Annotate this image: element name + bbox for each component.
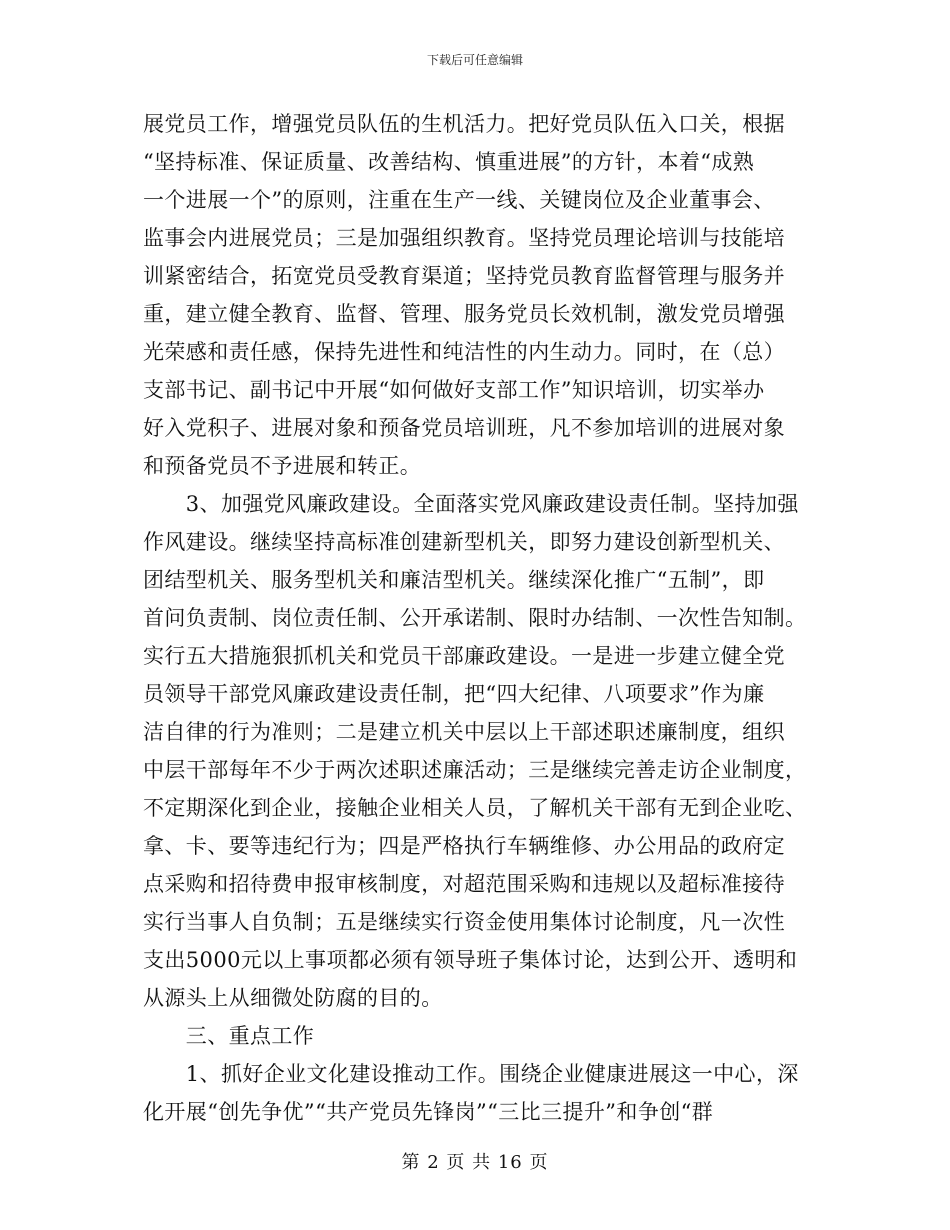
text-line: 一个进展一个”的原则，注重在生产一线、关键岗位及企业董事会、 (143, 188, 775, 212)
text-line: 中层干部每年不少于两次述职述廉活动；三是继续完善走访企业制度， (143, 758, 807, 782)
text-line: 重，建立健全教育、监督、管理、服务党员长效机制，激发党员增强 (143, 302, 785, 326)
text-line: 和预备党员不予进展和转正。 (143, 454, 422, 478)
text-line: 团结型机关、服务型机关和廉洁型机关。继续深化推广“五制”，即 (143, 568, 765, 592)
text-line: 不定期深化到企业，接触企业相关人员，了解机关干部有无到企业吃、 (143, 796, 807, 820)
text-line: 支部书记、副书记中开展“如何做好支部工作”知识培训，切实举办 (143, 378, 765, 402)
text-line: 监事会内进展党员；三是加强组织教育。坚持党员理论培训与技能培 (143, 226, 785, 250)
text-line: 实行当事人自负制；五是继续实行资金使用集体讨论制度，凡一次性 (143, 910, 785, 934)
text-line: 好入党积子、进展对象和预备党员培训班，凡不参加培训的进展对象 (143, 416, 785, 440)
text-line: 展党员工作，增强党员队伍的生机活力。把好党员队伍入口关，根据 (143, 112, 785, 136)
text-line: 点采购和招待费申报审核制度，对超范围采购和违规以及超标准接待 (143, 872, 785, 896)
text-line: 洁自律的行为准则；二是建立机关中层以上干部述职述廉制度，组织 (143, 720, 785, 744)
text-line: 训紧密结合，拓宽党员受教育渠道；坚持党员教育监督管理与服务并 (143, 264, 785, 288)
page-number: 第 2 页 共 16 页 (401, 1152, 549, 1173)
text-line: 首问负责制、岗位责任制、公开承诺制、限时办结制、一次性告知制。 (143, 606, 807, 630)
text-line: 员领导干部党风廉政建设责任制，把“四大纪律、八项要求”作为廉 (143, 682, 765, 706)
page-header: 下载后可任意编辑 (426, 53, 523, 67)
text-line: 作风建设。继续坚持高标准创建新型机关，即努力建设创新型机关、 (143, 530, 785, 554)
text-line: 化开展“创先争优”“共产党员先锋岗”“三比三提升”和争创“群 (143, 1100, 714, 1124)
text-line: 拿、卡、要等违纪行为；四是严格执行车辆维修、办公用品的政府定 (143, 834, 785, 858)
text-line: 3、加强党风廉政建设。全面落实党风廉政建设责任制。坚持加强 (143, 492, 799, 516)
text-line: 支出5000元以上事项都必须有领导班子集体讨论，达到公开、透明和 (143, 948, 798, 972)
text-line: “坚持标准、保证质量、改善结构、慎重进展”的方针，本着“成熟 (143, 150, 755, 174)
text-line: 光荣感和责任感，保持先进性和纯洁性的内生动力。同时，在（总） (143, 340, 785, 364)
text-line: 从源头上从细微处防腐的目的。 (143, 986, 443, 1010)
text-line: 实行五大措施狠抓机关和党员干部廉政建设。一是进一步建立健全党 (143, 644, 785, 668)
document-body (143, 105, 813, 1131)
section-heading: 三、重点工作 (143, 1024, 315, 1048)
text-line: 1、抓好企业文化建设推动工作。围绕企业健康进展这一中心，深 (143, 1062, 799, 1086)
